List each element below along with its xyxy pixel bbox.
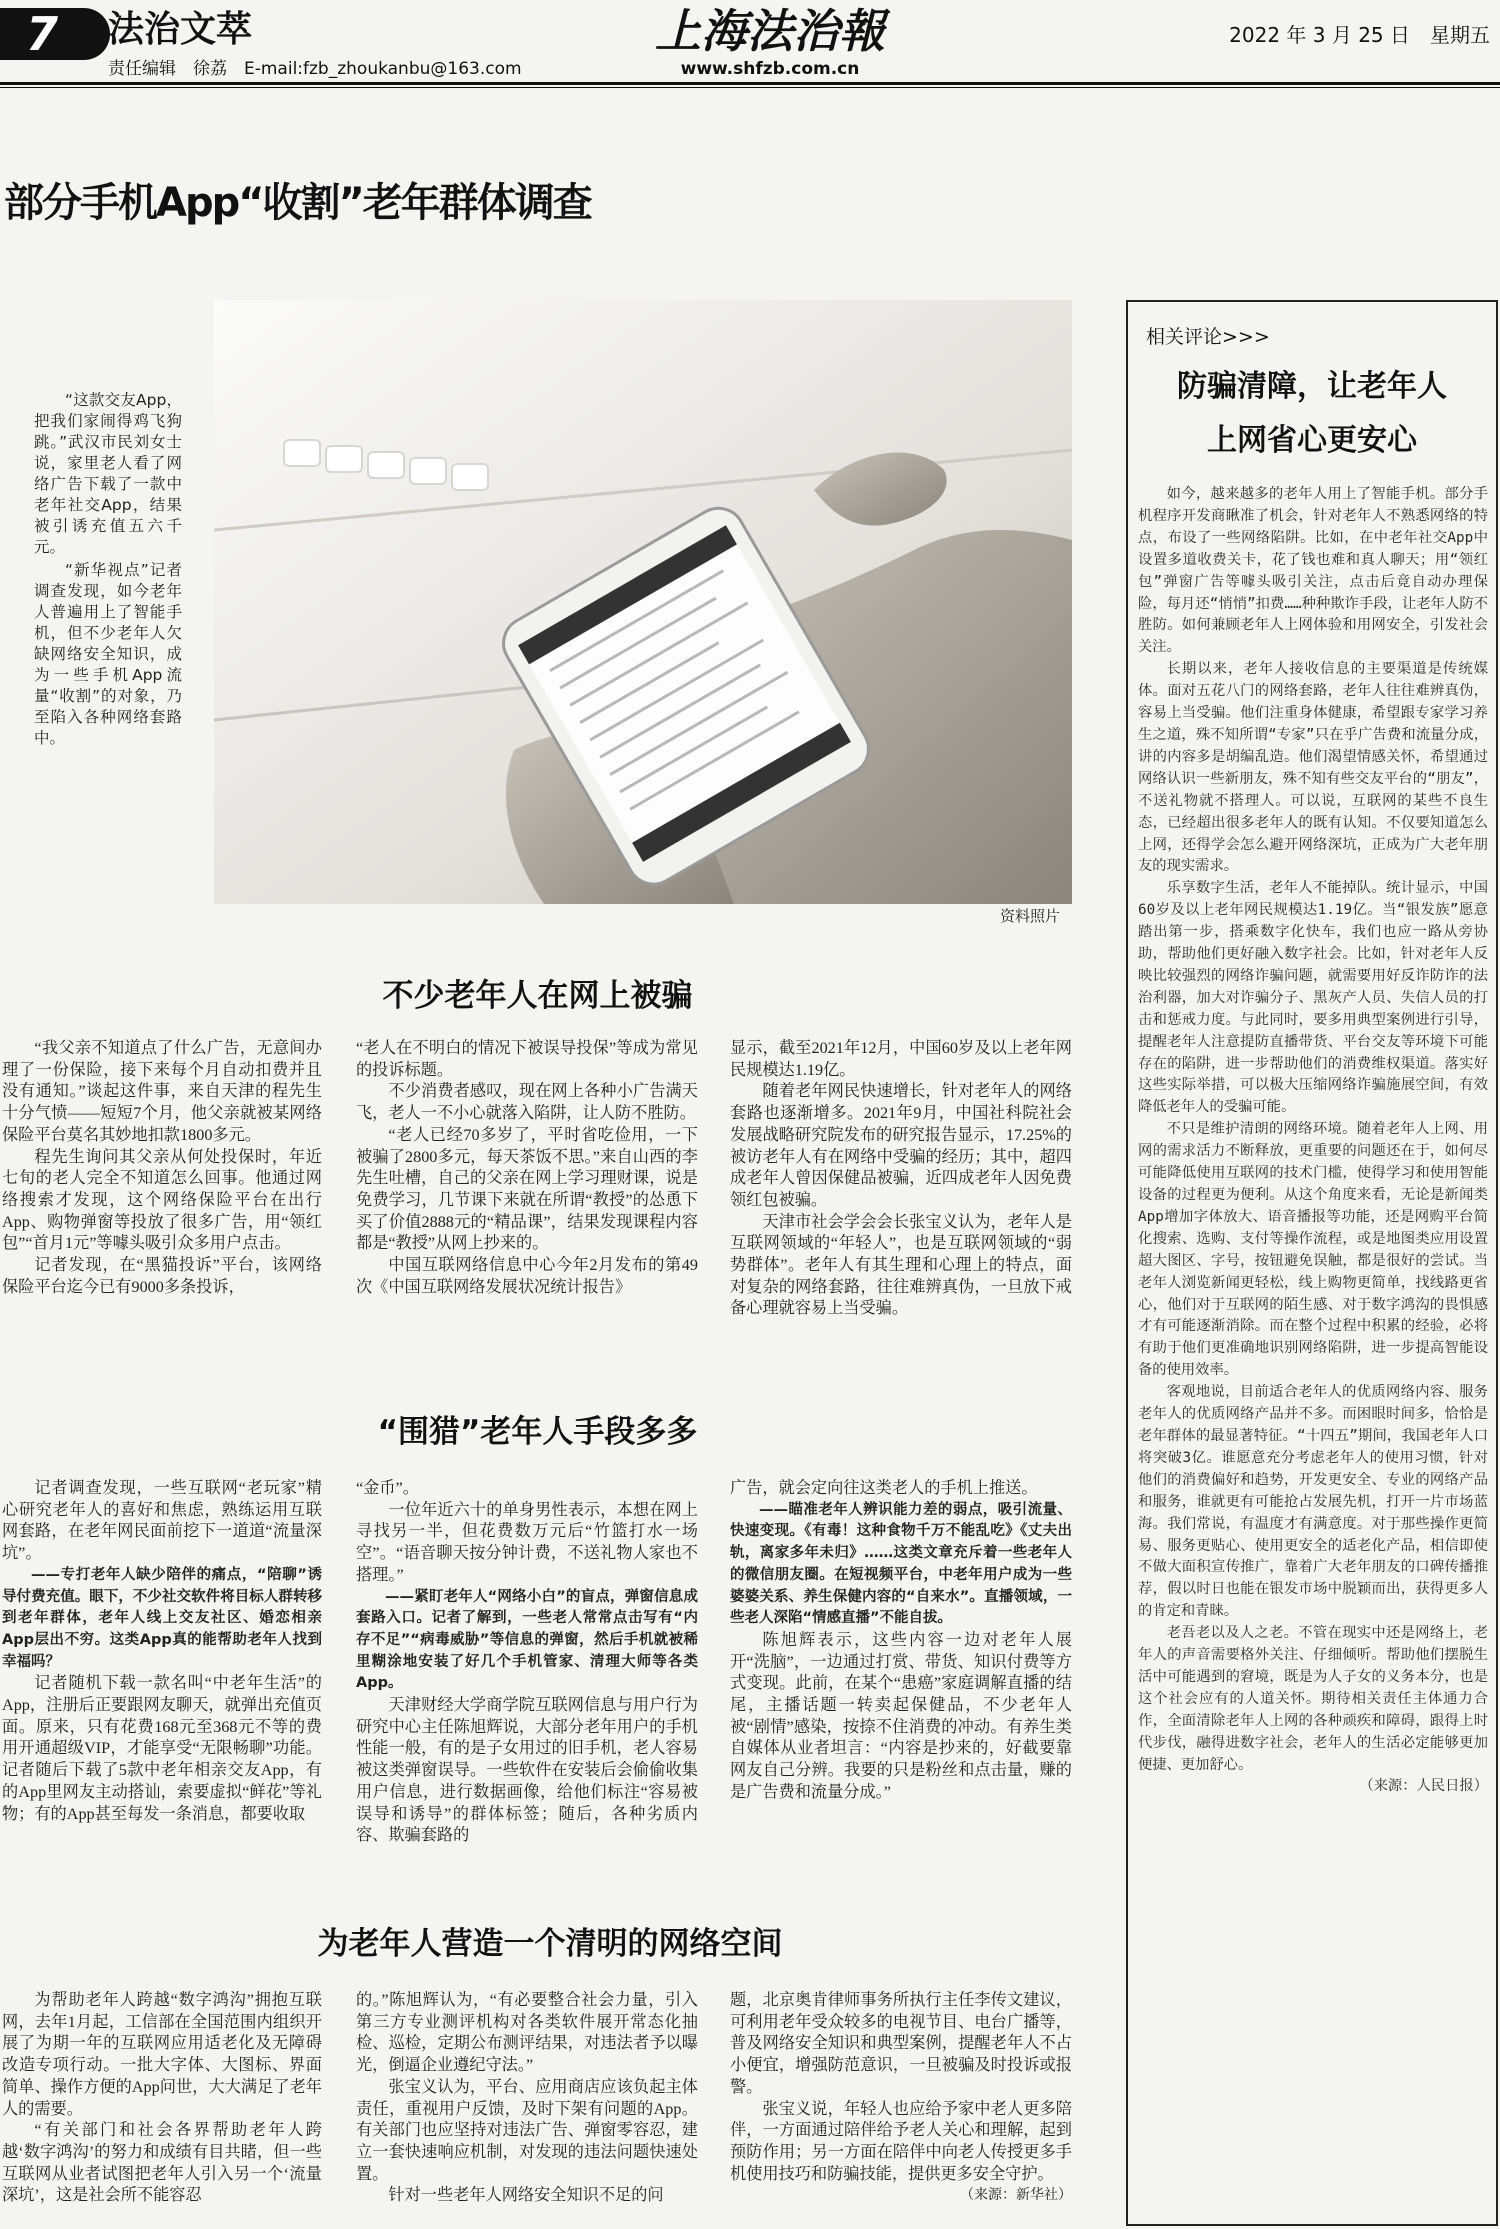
article-paragraph: 随着老年网民快速增长，针对老年人的网络套路也逐渐增多。2021年9月，中国社科院社会发展战略研究院发布的研究报告显示，17.25%的被访老年人有在网络中受骗的经历；其中，超四成老年人曾因保健品被骗，近四成老年人因免费领红包被骗。 <box>730 1082 1072 1209</box>
article-paragraph: 记者随机下载一款名叫“中老年生活”的App，注册后正要跟网友聊天，就弹出充值页面。原来，只有花费168元至368元不等的费用开通超级VIP，才能享受“无限畅聊”功能。记者随后下载了5款中老年相亲交友App，有的App里网友主动搭讪，索要虚拟“鲜花”等礼物；有的App甚至每发一条消息，都要收取 <box>2 1674 322 1823</box>
smartphone-in-hands-photo <box>214 300 1072 904</box>
article-column <box>2 1990 322 2207</box>
article-paragraph: “老人在不明白的情况下被误导投保”等成为常见的投诉标题。 <box>356 1039 698 1079</box>
article-paragraph: 题，北京奥肯律师事务所执行主任李传文建议，可利用老年受众较多的电视节目、电台广播等，普及网络安全知识和典型案例，提醒老年人不占小便宜，增强防范意识，一旦被骗及时投诉或报警。 <box>730 1991 1072 2096</box>
sidebar-label: 相关评论>>> <box>1146 326 1270 348</box>
article-column <box>730 1990 1072 2207</box>
article-paragraph: “金币”。 <box>356 1479 419 1497</box>
page-number: 7 <box>0 8 110 60</box>
article-column <box>356 1478 698 1847</box>
sidebar-paragraph: 乐享数字生活，老年人不能掉队。统计显示，中国60岁及以上老年网民规模达1.19亿。当“银发族”愿意踏出第一步，搭乘数字化快车，我们也应一路从旁协助，帮助他们更好融入数字社会。比如，针对老年人反映比较强烈的网络诈骗问题，就需要用好反诈防诈的法治利器，加大对诈骗分子、黑灰产人员、失信人员的打击和惩戒力度。与此同时，要多用典型案例进行引导，提醒老年人注意提防直播带货、平台交友等环境下可能存在的陷阱，进一步帮助他们的消费维权渠道。落实好这些实际举措，可以极大压缩网络诈骗施展空间，有效降低老年人的受骗可能。 <box>1138 880 1488 1116</box>
header-rule-thin <box>0 87 1500 88</box>
article-paragraph-bold: ——专打老年人缺少陪伴的痛点，“陪聊”诱导付费充值。眼下，不少社交软件将目标人群转移到老年群体，老年人线上交友社区、婚恋相亲App层出不穷。这类App真的能帮助老年人找到幸福吗？ <box>2 1566 322 1670</box>
sidebar-body <box>1138 484 1488 1798</box>
article-paragraph: 不少消费者感叹，现在网上各种小广告满天飞，老人一不小心就落入陷阱，让人防不胜防。 <box>356 1082 698 1123</box>
article-paragraph: 为帮助老年人跨越“数字鸿沟”拥抱互联网，去年1月起，工信部在全国范围内组织开展了为期一年的互联网应用适老化及无障碍改造专项行动。一批大字体、大图标、界面简单、操作方便的App问世，大大满足了老年人的需要。 <box>2 1991 322 2118</box>
article-paragraph: 显示，截至2021年12月，中国60岁及以上老年网民规模达1.19亿。 <box>730 1039 1072 1079</box>
article-paragraph: 针对一些老年人网络安全知识不足的问 <box>388 2186 664 2205</box>
sidebar-title <box>1132 360 1492 468</box>
intro-paragraph: “这款交友App，把我们家闹得鸡飞狗跳。”武汉市民刘女士说，家里老人看了网络广告下载了一款中老年社交App，结果被引诱充值五六千元。 <box>34 391 182 556</box>
section-heading-solutions: 为老年人营造一个清明的网络空间 <box>317 1926 783 1962</box>
main-headline: 部分手机App“收割”老年群体调查 <box>4 180 591 226</box>
section-heading-tactics: “围猎”老年人手段多多 <box>377 1414 698 1450</box>
article-paragraph: 记者发现，在“黑猫投诉”平台，该网络保险平台迄今已有9000多条投诉， <box>2 1256 322 1296</box>
article-column <box>2 1478 322 1825</box>
article-column <box>730 1478 1072 1804</box>
article-paragraph: 天津财经大学商学院互联网信息与用户行为研究中心主任陈旭辉说，大部分老年用户的手机性能一般，有的是子女用过的旧手机，老人容易被这类弹窗误导。一些软件在安装后会偷偷收集用户信息，进行数据画像，给他们标注“容易被误导和诱导”的群体标签；随后，各种劣质内容、欺骗套路的 <box>356 1696 698 1845</box>
article-column <box>2 1038 322 1298</box>
article-paragraph: 张宝义认为，平台、应用商店应该负起主体责任，重视用户反馈，及时下架有问题的App。有关部门也应坚持对违法广告、弹窗零容忍，建立一套快速响应机制，对发现的违法问题快速处置。 <box>356 2077 698 2183</box>
photo-credit: 资料照片 <box>1000 907 1061 925</box>
article-paragraph: 程先生询问其父亲从何处投保时，年近七旬的老人完全不知道怎么回事。他通过网络搜索才发现，这个网络保险平台在出行App、购物弹窗等投放了很多广告，用“领红包”“首月1元”等噱头吸引众多用户点击。 <box>2 1147 322 1253</box>
article-column <box>356 1038 698 1298</box>
article-paragraph: “我父亲不知道点了什么广告，无意间办理了一份保险，接下来每个月自动扣费并且没有通知。”谈起这件事，来自天津的程先生十分气愤——短短7个月，他父亲就被某网络保险平台莫名其妙地扣款1800多元。 <box>2 1039 322 1144</box>
sidebar-paragraph: 老吾老以及人之老。不管在现实中还是网络上，老年人的声音需要格外关注、仔细倾听。帮助他们摆脱生活中可能遇到的窘境，既是为人子女的义务本分，也是这个社会应有的人道关怀。期待相关责任主体通力合作，全面清除老年人上网的各种顽疾和障碍，跟得上时代步伐，融得进数字社会，老年人的生活必定能够更加便捷、更加舒心。 <box>1138 1625 1488 1773</box>
editor-line: 责任编辑 徐荔 E-mail:fzb_zhoukanbu@163.com <box>108 59 522 79</box>
article-paragraph: 记者调查发现，一些互联网“老玩家”精心研究老年人的喜好和焦虑，熟练运用互联网套路，在老年网民面前挖下一道道“流量深坑”。 <box>2 1479 322 1563</box>
article-paragraph: 天津市社会学会会长张宝义认为，老年人是互联网领域的“年轻人”，也是互联网领域的“弱势群体”。老年人有其生理和心理上的特点，面对复杂的网络套路，往往难辨真伪，一旦放下戒备心理就容易上当受骗。 <box>730 1212 1072 1318</box>
article-paragraph: “老人已经70多岁了，平时省吃俭用，一下被骗了2800多元，每天茶饭不思。”来自山西的李先生吐槽，自己的父亲在网上学习理财课，说是免费学习，几节课下来就在所谓“教授”的怂恿下买了价值2888元的“精品课”，结果发现课程内容都是“教授”从网上抄来的。 <box>356 1125 698 1253</box>
article-column <box>356 1990 698 2207</box>
article-paragraph: 中国互联网络信息中心今年2月发布的第49次《中国互联网络发展状况统计报告》 <box>356 1256 698 1296</box>
article-column <box>730 1038 1072 1320</box>
article-paragraph: 广告，就会定向往这类老人的手机上推送。 <box>730 1479 1038 1497</box>
article-paragraph: 张宝义说，年轻人也应给予家中老人更多陪伴，一方面通过陪伴给予老人关心和理解，起到预防作用；另一方面在陪伴中向老人传授更多手机使用技巧和防骗技能，提供更多安全守护。 <box>730 2099 1072 2183</box>
article-paragraph-bold: ——紧盯老年人“网络小白”的盲点，弹窗信息成套路入口。记者了解到，一些老人常常点击写有“内存不足”“病毒威胁”等信息的弹窗，然后手机就被稀里糊涂地安装了好几个手机管家、清理大师等各类App。 <box>356 1588 698 1692</box>
article-paragraph-bold: ——瞄准老年人辨识能力差的弱点，吸引流量、快速变现。《有毒！这种食物千万不能乱吃》《丈夫出轨，离家多年未归》……这类文章充斥着一些老年人的微信朋友圈。在短视频平台，中老年用户成为一些婆婆关系、养生保健内容的“自来水”。直播领域，一些老人深陷“情感直播”不能自拔。 <box>730 1501 1072 1627</box>
article-paragraph: 陈旭辉表示，这些内容一边对老年人展开“洗脑”，一边通过打赏、带货、知识付费等方式变现。此前，在某个“患癌”家庭调解直播的结尾，主播话题一转卖起保健品，不少老年人被“剧情”感染，按捺不住消费的冲动。有养生类自媒体从业者坦言：“内容是抄来的，好截要靠网友自己分辨。我要的只是粉丝和点击量，赚的是广告费和流量分成。” <box>730 1630 1072 1801</box>
sidebar-paragraph: 如今，越来越多的老年人用上了智能手机。部分手机程序开发商瞅准了机会，针对老年人不熟悉网络的特点，布设了一些网络陷阱。比如，在中老年社交App中设置多道收费关卡，花了钱也难和真人聊天；用“领红包”弹窗广告等噱头吸引关注，点击后竟自动办理保险，每月还“悄悄”扣费……种种欺诈手段，让老年人防不胜防。如何兼顾老年人上网体验和用网安全，引发社会关注。 <box>1138 486 1488 656</box>
sidebar-source: （来源：人民日报） <box>1359 1778 1488 1795</box>
header-rule <box>0 82 1500 85</box>
sidebar-paragraph: 不只是维护清朗的网络环境。随着老年人上网、用网的需求活力不断释放，更重要的问题还在于，如何尽可能降低使用互联网的技术门槛，使得学习和使用智能设备的过程更为便利。从这个角度来看，无论是新闻类App增加字体放大、语音播报等功能，还是网购平台简化搜索、选购、支付等操作流程，或是地图类应用设置超大图区、字号，按钮避免误触，都是很好的尝试。当老年人浏览新闻更轻松，线上购物更简单，找线路更省心，他们对于互联网的陌生感、对于数字鸿沟的畏惧感才有可能逐渐消除。而在整个过程中积累的经验，必将有助于他们更准确地识别网络陷阱，进一步提高智能设备的使用效率。 <box>1138 1121 1488 1379</box>
intro-lede <box>34 390 182 751</box>
intro-paragraph: “新华视点”记者调查发现，如今老年人普遍用上了智能手机，但不少老年人欠缺网络安全知识，成为一些手机App流量“收割”的对象，乃至陷入各种网络套路中。 <box>34 561 182 747</box>
sidebar-title-line: 防骗清障，让老年人 <box>1177 369 1447 404</box>
section-heading-victims: 不少老年人在网上被骗 <box>382 978 693 1014</box>
photo-illustration <box>214 300 1072 904</box>
section-title: 法治文萃 <box>108 9 253 50</box>
website-url[interactable]: www.shfzb.com.cn <box>680 59 860 79</box>
sidebar-paragraph: 客观地说，目前适合老年人的优质网络内容、服务老年人的优质网络产品并不多。而困眼时间多，恰恰是老年群体的最显著特征。“十四五”期间，我国老年人口将突破3亿。谁愿意充分考虑老年人的使用习惯，针对他们的消费偏好和趋势，开发更安全、专业的网络产品和服务，谁就更有可能抢占发展先机，打开一片市场蓝海。我们常说，有温度才有满意度。对于那些操作更简易、服务更贴心、使用更安全的适老化产品，相信即使不做大面积宣传推广，靠着广大老年朋友的口碑传播推荐，假以时日也能在银发市场中脱颖而出，获得更多人的肯定和青睐。 <box>1138 1384 1488 1620</box>
sidebar-title-line: 上网省心更安心 <box>1207 423 1417 458</box>
article-paragraph: “有关部门和社会各界帮助老年人跨越‘数字鸿沟’的努力和成绩有目共睹，但一些互联网从业者试图把老年人引入另一个‘流量深坑’，这是社会所不能容忍 <box>2 2121 322 2205</box>
newspaper-masthead: 上海法治報 <box>655 4 885 58</box>
article-paragraph: 一位年近六十的单身男性表示，本想在网上寻找另一半，但花费数万元后“竹篮打水一场空”。“语音聊天按分钟计费，不送礼物人家也不搭理。” <box>356 1500 698 1584</box>
article-source: （来源：新华社） <box>960 2188 1072 2204</box>
issue-date: 2022 年 3 月 25 日 星期五 <box>1229 23 1490 47</box>
sidebar-paragraph: 长期以来，老年人接收信息的主要渠道是传统媒体。面对五花八门的网络套路，老年人往往难辨真伪，容易上当受骗。他们注重身体健康，希望跟专家学习养生之道，殊不知所谓“专家”只在乎广告费和流量分成，讲的内容多是胡编乱造。他们渴望情感关怀，希望通过网络认识一些新朋友，殊不知有些交友平台的“朋友”，不送礼物就不搭理人。可以说，互联网的某些不良生态，已经超出很多老年人的既有认知。不仅要知道怎么上网，还得学会怎么避开网络深坑，正成为广大老年朋友的现实需求。 <box>1138 661 1488 875</box>
article-paragraph: 的。”陈旭辉认为，“有必要整合社会力量，引入第三方专业测评机构对各类软件展开常态化抽检、巡检，定期公布测评结果，对违法者予以曝光，倒逼企业遵纪守法。” <box>356 1991 698 2075</box>
